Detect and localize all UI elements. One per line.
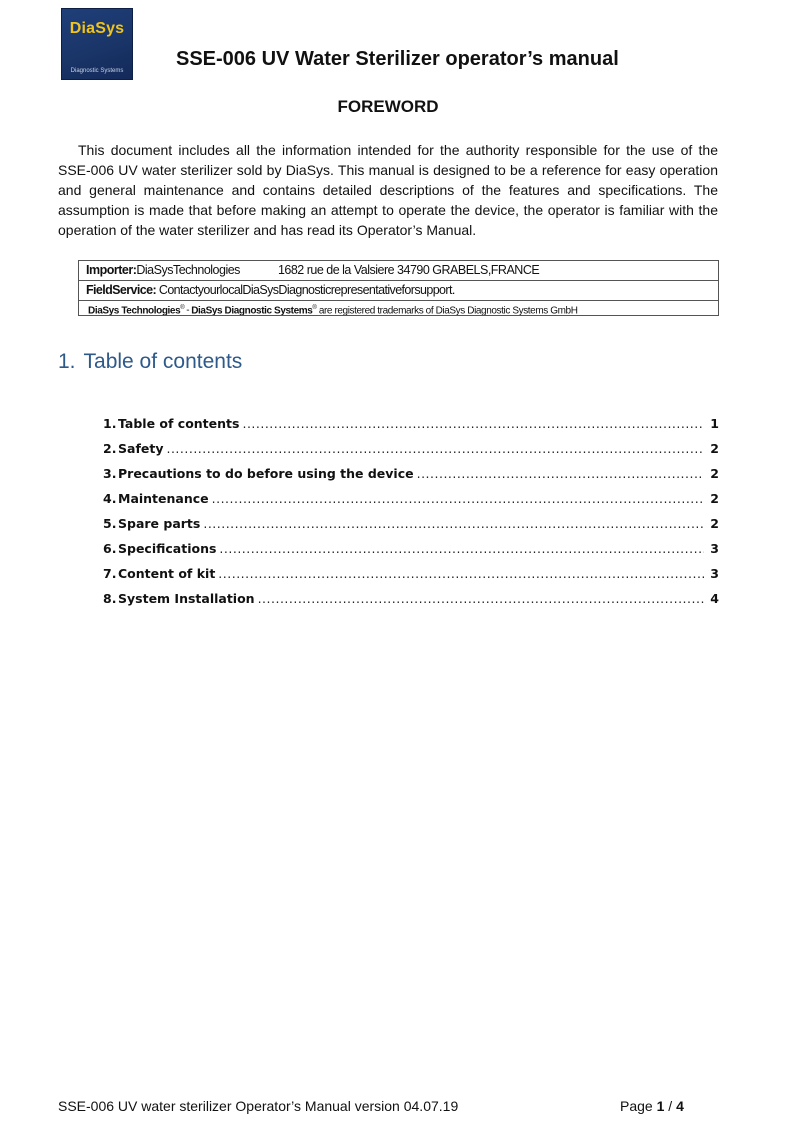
toc-entry[interactable] (103, 591, 719, 616)
toc-entry-number: 3. (103, 466, 117, 481)
toc-entry-page: 3 (710, 566, 719, 581)
trademark-separator: - (186, 305, 190, 315)
toc-entry-number: 1. (103, 416, 117, 431)
toc-entry-label: System Installation (118, 591, 255, 606)
registered-mark-1: ® (180, 305, 185, 311)
toc-entry-number: 2. (103, 441, 117, 456)
section-title: Table of contents (83, 350, 243, 373)
toc-entry-number: 6. (103, 541, 117, 556)
importer-row (79, 261, 718, 281)
toc-leader-dots (218, 566, 704, 581)
toc-leader-dots (242, 416, 704, 431)
toc-entry[interactable] (103, 516, 719, 541)
trademark-text: are registered trademarks of DiaSys Diagnostic Systems GmbH (318, 305, 578, 315)
toc-leader-dots (203, 516, 704, 531)
toc-leader-dots (258, 591, 704, 606)
toc-entry-label: Content of kit (118, 566, 216, 581)
trademark-brand-2: DiaSys Diagnostic Systems (191, 305, 313, 315)
logo-subtitle: Diagnostic Systems (70, 68, 124, 74)
toc-entry-number: 5. (103, 516, 117, 531)
toc-entry[interactable] (103, 466, 719, 491)
toc-entry-page: 4 (710, 591, 719, 606)
toc-entry-label: Maintenance (118, 491, 209, 506)
table-of-contents (103, 416, 719, 616)
registered-mark-2: ® (312, 305, 317, 311)
toc-entry-page: 2 (710, 516, 719, 531)
toc-entry-page: 2 (710, 441, 719, 456)
toc-entry-label: Specifications (118, 541, 217, 556)
trademark-row (79, 301, 718, 315)
footer-document-version: SSE-006 UV water sterilizer Operator’s Manual version 04.07.19 (58, 1098, 459, 1114)
page-separator: / (668, 1098, 673, 1114)
logo-name: DiaSys (69, 20, 125, 37)
toc-entry-page: 2 (710, 466, 719, 481)
toc-entry[interactable] (103, 541, 719, 566)
toc-leader-dots (166, 441, 704, 456)
foreword-heading: FOREWORD (337, 97, 439, 116)
toc-entry-page: 3 (710, 541, 719, 556)
trademark-brand-1: DiaSys Technologies (88, 305, 181, 315)
page-label: Page (620, 1098, 653, 1114)
toc-entry-number: 4. (103, 491, 117, 506)
toc-entry-label: Safety (118, 441, 164, 456)
field-service-label: FieldService: (86, 283, 157, 297)
diasys-logo (61, 8, 133, 80)
page-current: 1 (656, 1098, 665, 1114)
toc-leader-dots (417, 466, 704, 481)
page-total: 4 (676, 1098, 684, 1114)
toc-entry-number: 8. (103, 591, 117, 606)
toc-entry[interactable] (103, 441, 719, 466)
toc-entry-number: 7. (103, 566, 117, 581)
foreword-paragraph: This document includes all the information intended for the authority responsible for the use of the SSE-006 UV water sterilizer sold by DiaSys. This manual is designed to be a reference for easy operation and general maintenance and contains detailed descriptions of the features and specifications. The assumption is made that before making an attempt to operate the device, the operator is familiar with the operation of the water sterilizer and has read its Operator’s Manual. (58, 142, 718, 238)
toc-entry-page: 1 (710, 416, 719, 431)
section-number: 1. (58, 350, 76, 373)
importer-address: 1682 rue de la Valsiere 34790 GRABELS,FRANCE (277, 263, 540, 277)
toc-leader-dots (219, 541, 704, 556)
toc-entry[interactable] (103, 566, 719, 591)
section-heading (58, 350, 242, 374)
importer-label: Importer: (86, 263, 137, 277)
importer-name: DiaSysTechnologies (136, 263, 240, 277)
footer-page-number (620, 1098, 684, 1114)
field-service-text: ContactyourlocalDiaSysDiagnosticrepresentativeforsupport. (158, 283, 455, 297)
toc-entry-label: Precautions to do before using the device (118, 466, 414, 481)
toc-entry-page: 2 (710, 491, 719, 506)
toc-entry[interactable] (103, 491, 719, 516)
toc-entry-label: Table of contents (118, 416, 240, 431)
toc-entry[interactable] (103, 416, 719, 441)
field-service-row (79, 281, 718, 301)
toc-leader-dots (212, 491, 704, 506)
document-title: SSE-006 UV Water Sterilizer operator’s manual (176, 48, 619, 70)
toc-entry-label: Spare parts (118, 516, 201, 531)
importer-info-box (78, 260, 719, 316)
